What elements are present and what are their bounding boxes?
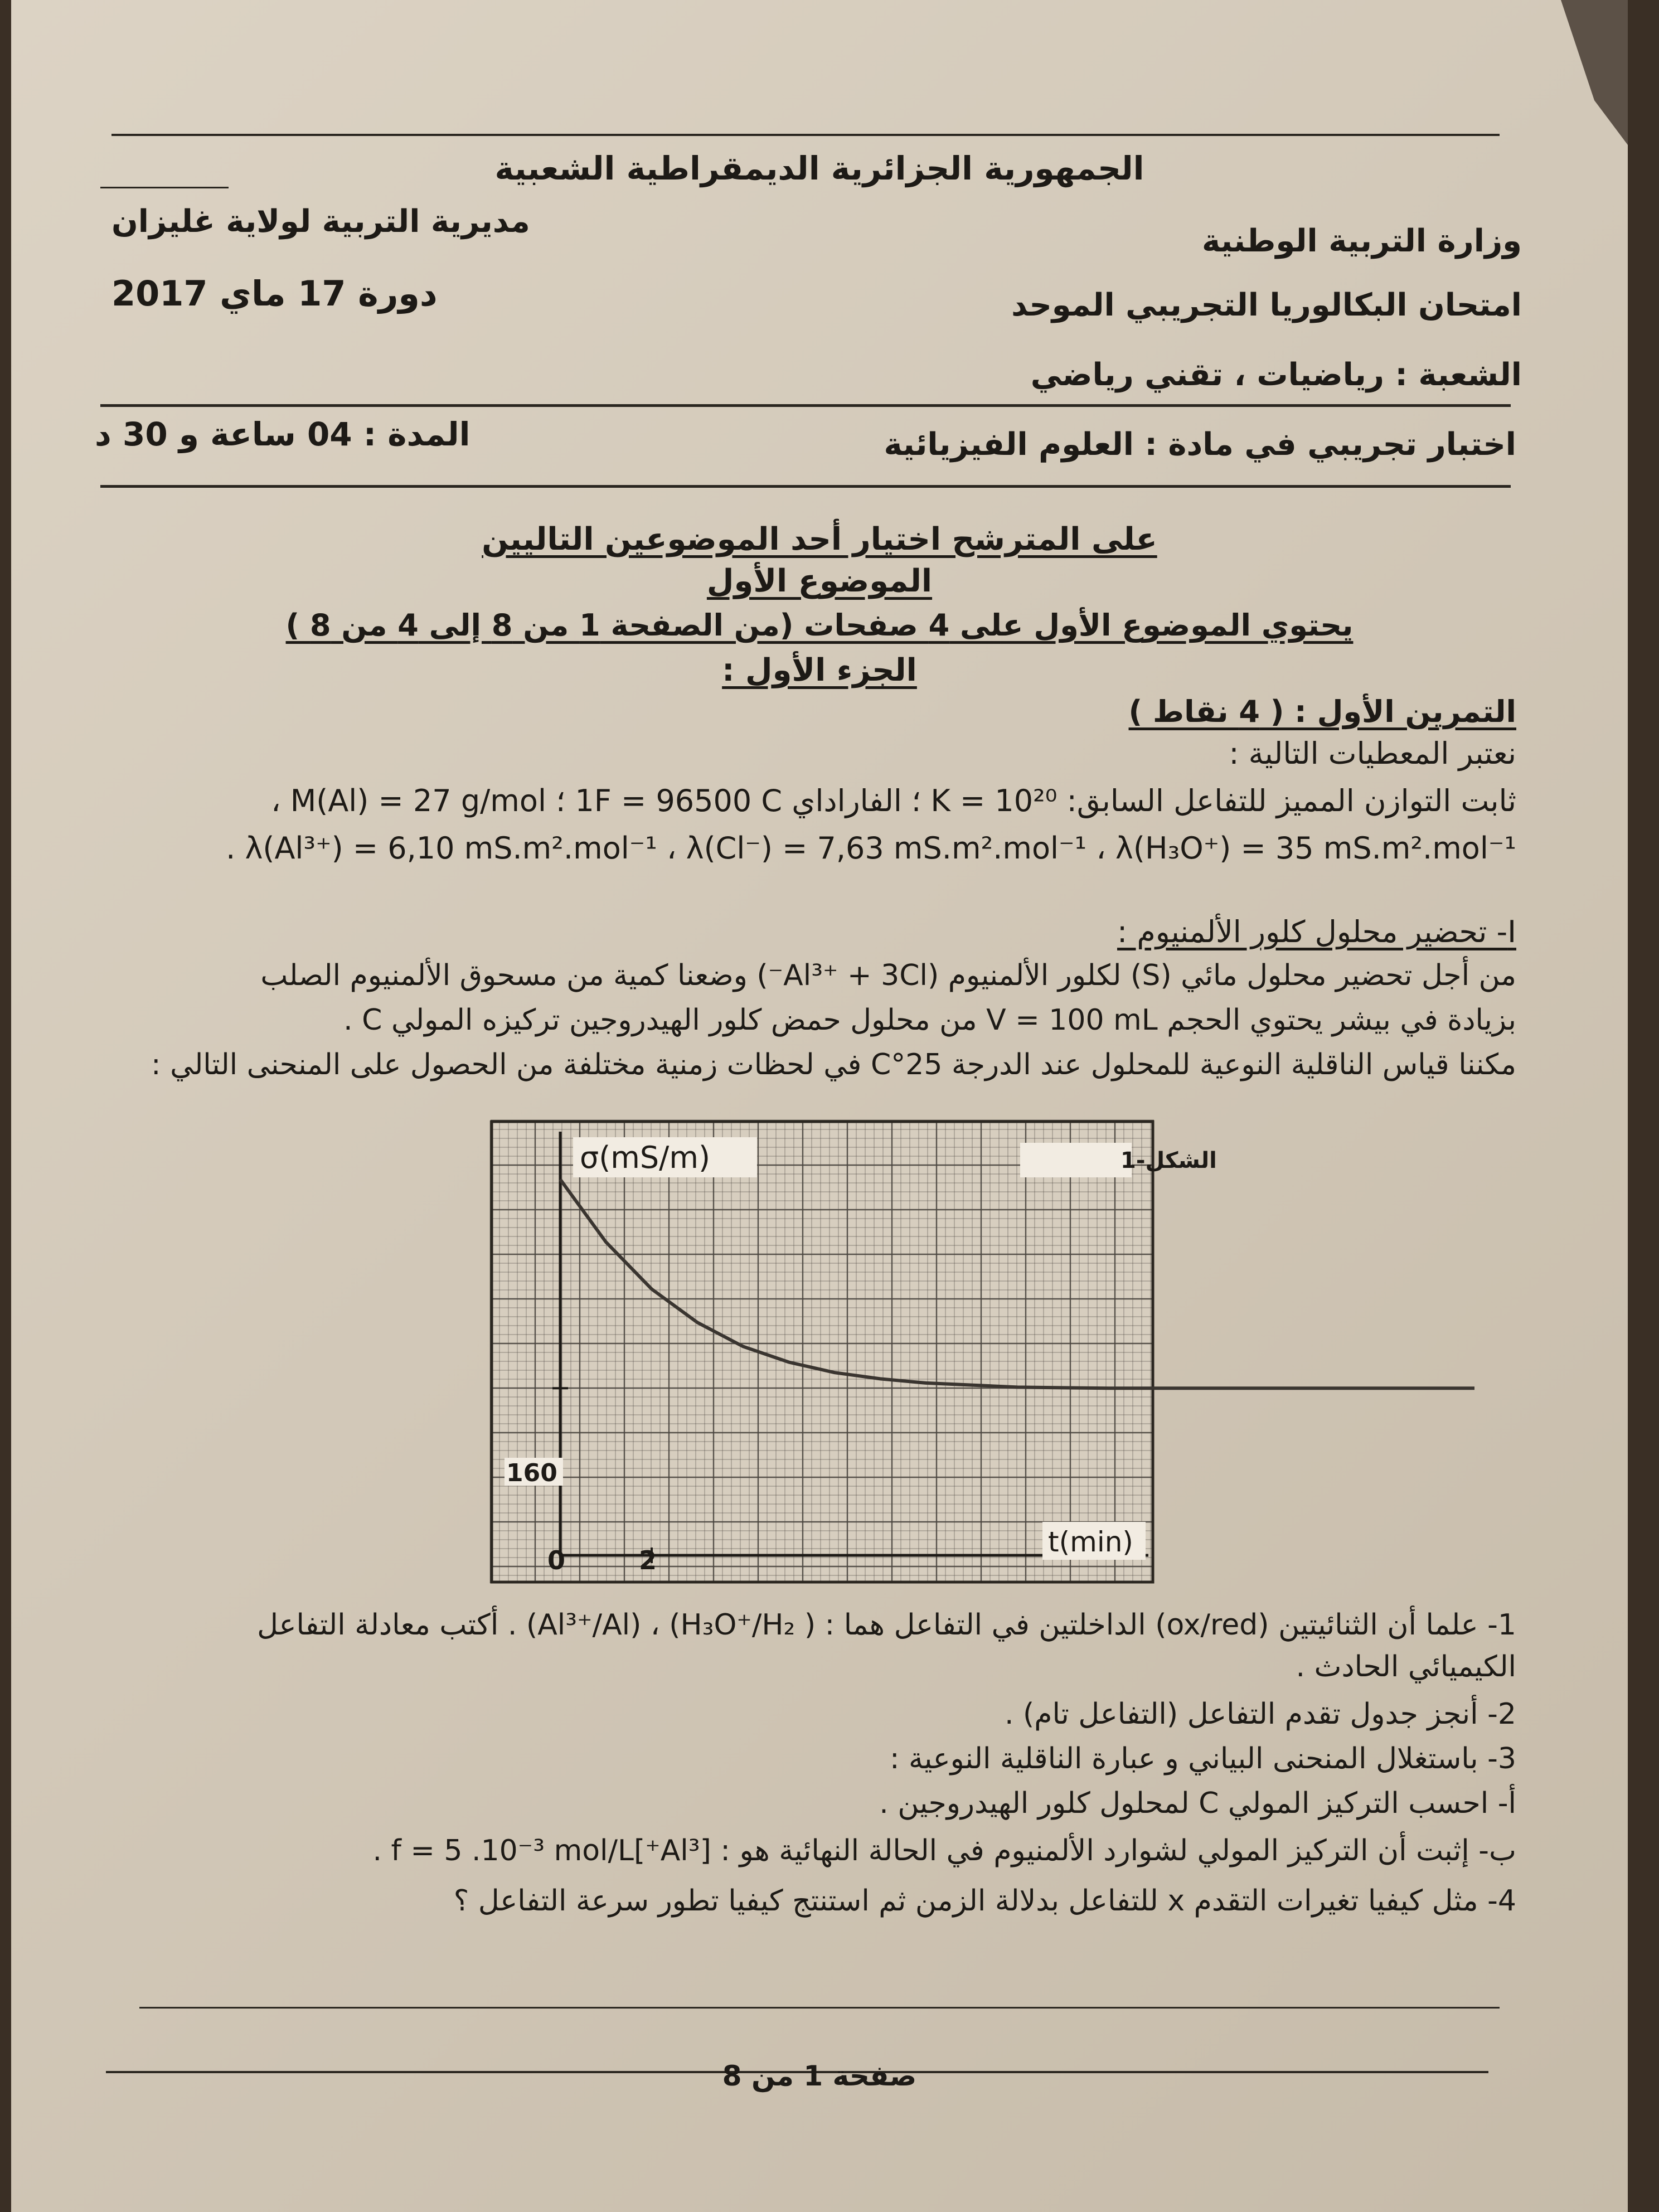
question-1-line-1: 1- علما أن الثنائيتين (ox/red) الداخلتين في التفاعل هما : ( H₃O⁺/H₂) ، (Al³⁺/Al) . أكتب معادلة التفاعل (257, 1608, 1516, 1642)
conductivity-chart (491, 1120, 1217, 1583)
header-rule-2 (100, 485, 1511, 488)
top-rule (111, 134, 1500, 136)
paragraph-line-2: بزيادة في بيشر يحتوي الحجم V = 100 mL من محلول حمض كلور الهيدروجين تركيزه المولي C . (343, 1003, 1516, 1037)
question-3b: ب- إثبت أن التركيز المولي لشوارد الألمنيوم في الحالة النهائية هو : [Al³⁺]f = 5 .10⁻³ mol/L . (372, 1834, 1516, 1867)
branch: الشعبة : رياضيات ، تقني رياضي (1030, 357, 1522, 393)
question-4: 4- مثل كيفيا تغيرات التقدم x للتفاعل بدلالة الزمن ثم استنتج كيفيا تطور سرعة التفاعل ؟ (453, 1884, 1516, 1918)
chart-svg (491, 1120, 1217, 1583)
page-number: صفحة 1 من 8 (722, 2060, 917, 2092)
exam-paper (11, 0, 1628, 2212)
duration: المدة : 04 ساعة و 30 د (95, 415, 470, 453)
section-title: I- تحضير محلول كلور الألمنيوم : (1117, 914, 1516, 949)
exercise-title: التمرين الأول : ( 4 نقاط ) (1128, 694, 1516, 729)
question-3a: أ- احسب التركيز المولي C لمحلول كلور الهيدروجين . (879, 1787, 1516, 1820)
exam-title: امتحان البكالوريا التجريبي الموحد (1011, 287, 1522, 323)
y-tick-160: 160 (506, 1459, 557, 1487)
short-rule (100, 187, 229, 188)
x-tick-0: 0 (547, 1545, 566, 1575)
topic-title: الموضوع الأول (706, 563, 933, 599)
figure-label-bg (1020, 1143, 1132, 1177)
footer-rule-1 (139, 2007, 1500, 2009)
chart-background (491, 1120, 1154, 1583)
directorate: مديرية التربية لولاية غليزان (111, 203, 530, 240)
figure-label: الشكل-1 (1120, 1148, 1217, 1173)
header-rule-1 (100, 404, 1511, 407)
given-data-label: نعتبر المعطيات التالية : (1229, 736, 1516, 771)
x-axis-label: t(min) (1048, 1526, 1133, 1558)
republic-title: الجمهورية الجزائرية الديمقراطية الشعبية (494, 149, 1144, 187)
exam-session: دورة 17 ماي 2017 (111, 273, 438, 314)
pages-note: يحتوي الموضوع الأول على 4 صفحات (من الصفحة 1 من 8 إلى 4 من 8 ) (285, 608, 1354, 643)
question-2: 2- أنجز جدول تقدم التفاعل (التفاعل تام) . (1004, 1697, 1516, 1731)
paragraph-line-1: من أجل تحضير محلول مائي (S) لكلور الألمنيوم (Al³⁺ + 3Cl⁻) وضعنا كمية من مسحوق الألمنيوم الصلب (260, 959, 1516, 992)
pen-icon (1527, 0, 1628, 223)
paragraph-line-3: مكننا قياس الناقلية النوعية للمحلول عند الدرجة 25°C في لحظات زمنية مختلفة من الحصول على المنحنى التالي : (151, 1048, 1516, 1081)
ministry: وزارة التربية الوطنية (1201, 223, 1522, 259)
x-tick-2: 2 (639, 1545, 657, 1575)
data-line-2: λ(Al³⁺) = 6,10 mS.m².mol⁻¹ ، λ(Cl⁻) = 7,63 mS.m².mol⁻¹ ، λ(H₃O⁺) = 35 mS.m².mol⁻¹ . (226, 831, 1516, 866)
choose-instruction: على المترشح اختيار أحد الموضوعين التاليين (482, 521, 1157, 557)
question-3: 3- باستغلال المنحنى البياني و عبارة الناقلية النوعية : (889, 1742, 1516, 1776)
data-line-1: ثابت التوازن المميز للتفاعل السابق: K = 10²⁰ ؛ الفاراداي 1F = 96500 C ؛ M(Al) = 27 g/mol ، (271, 783, 1516, 818)
part-title: الجزء الأول : (722, 652, 917, 688)
question-1-line-2: الكيميائي الحادث . (1296, 1650, 1516, 1684)
subject: اختبار تجريبي في مادة : العلوم الفيزيائية (884, 426, 1516, 463)
y-axis-label: σ(mS/m) (580, 1140, 711, 1175)
